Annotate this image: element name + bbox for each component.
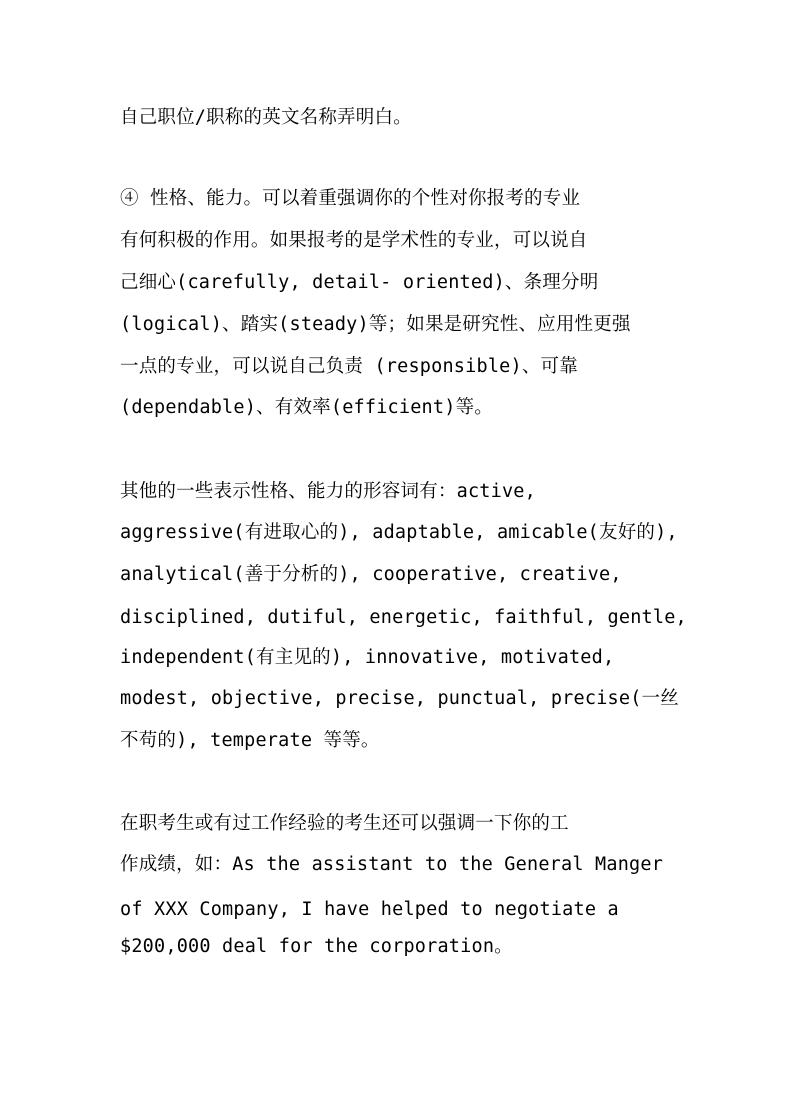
- text-line: analytical(善于分析的), cooperative, creative,: [120, 564, 622, 585]
- text-line: 作成绩，如：As the assistant to the General Manger: [120, 854, 664, 875]
- text-line: 己细心(carefully, detail- oriented)、条理分明: [120, 272, 599, 293]
- text-line: 在职考生或有过工作经验的考生还可以强调一下你的工: [120, 813, 569, 834]
- text-line: independent(有主见的), innovative, motivated,: [120, 647, 615, 668]
- text-line: 其他的一些表示性格、能力的形容词有：active,: [120, 481, 536, 502]
- text-line: 有何积极的作用。如果报考的是学术性的专业，可以说自: [120, 230, 588, 251]
- text-line: 不苟的), temperate 等等。: [120, 730, 380, 751]
- text-line: modest, objective, precise, punctual, precise(一丝: [120, 688, 679, 709]
- text-line: (logical)、踏实(steady)等；如果是研究性、应用性更强: [120, 314, 631, 335]
- text-line: ④ 性格、能力。可以着重强调你的个性对你报考的专业: [120, 188, 581, 209]
- text-line: 一点的专业，可以说自己负责 (responsible)、可靠: [120, 356, 578, 377]
- text-line: $200,000 deal for the corporation。: [120, 936, 513, 957]
- text-line: aggressive(有进取心的), adaptable, amicable(友好的),: [120, 522, 678, 543]
- text-line: 自己职位/职称的英文名称弄明白。: [120, 107, 412, 128]
- text-line: (dependable)、有效率(efficient)等。: [120, 397, 493, 418]
- text-line: of XXX Company, I have helped to negotiate a: [120, 899, 619, 920]
- text-line: disciplined, dutiful, energetic, faithful, gentle,: [120, 607, 687, 628]
